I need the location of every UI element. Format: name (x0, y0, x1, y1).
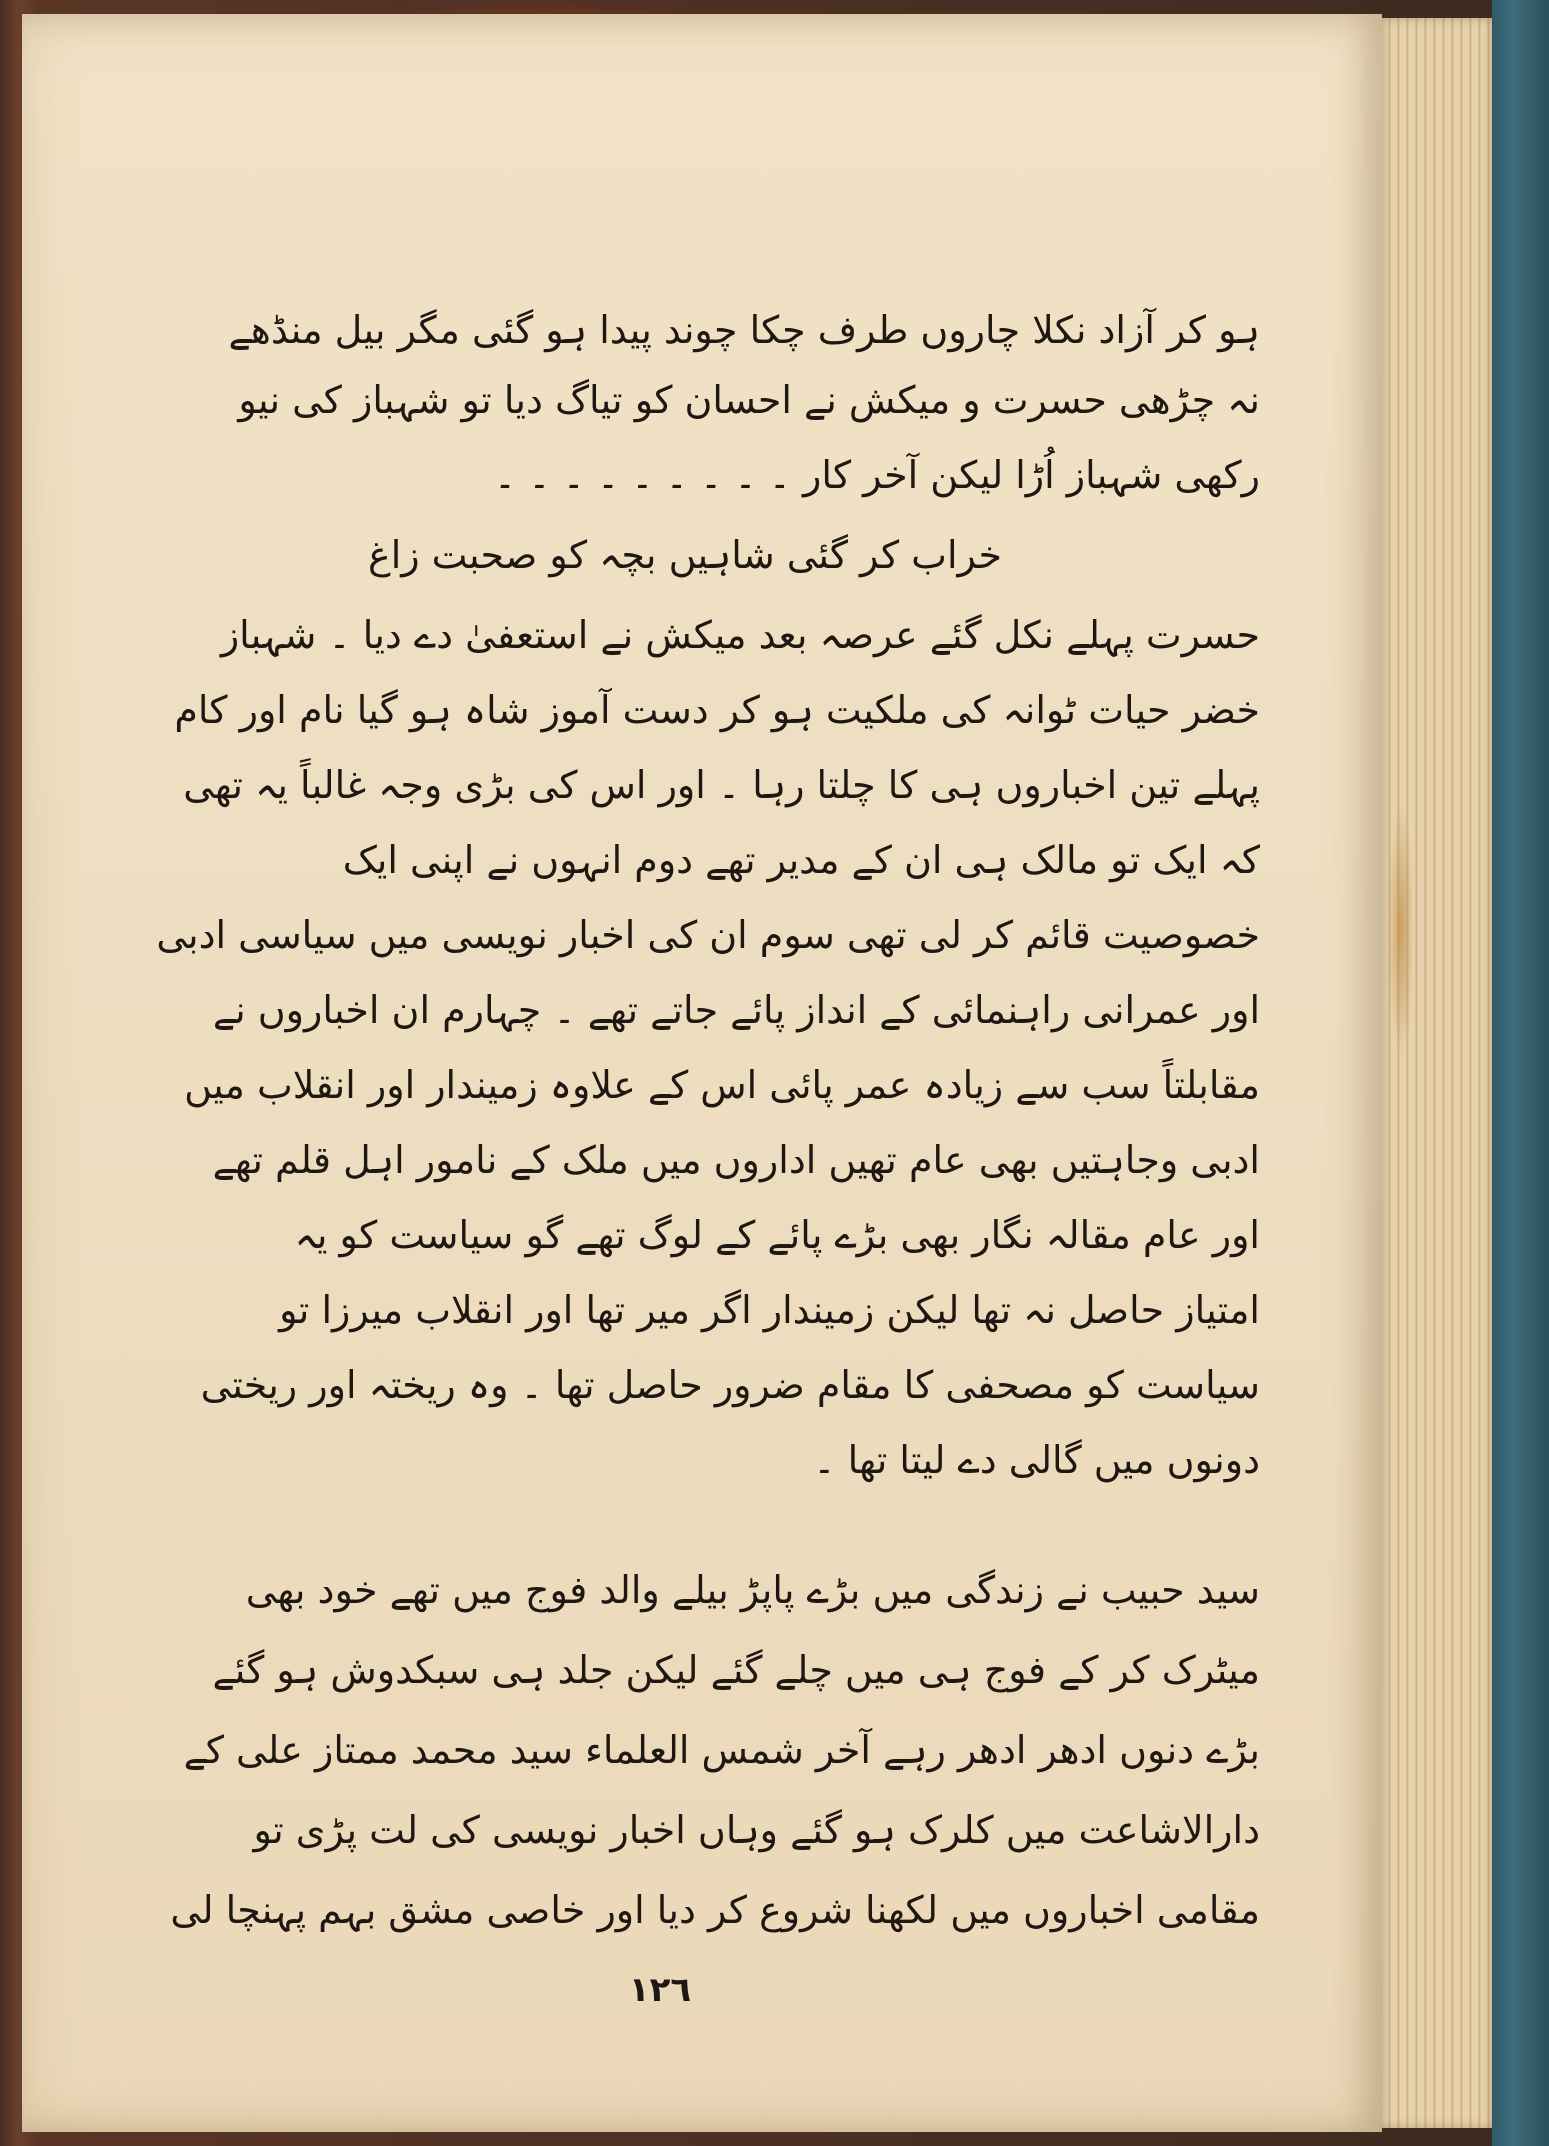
edge-stain (1388, 800, 1414, 1060)
text-line: خصوصیت قائم کر لی تھی سوم ان کی اخبار نویسی میں سیاسی ادبی (156, 913, 1260, 957)
text-line: اور عام مقالہ نگار بھی بڑے پائے کے لوگ تھے گو سیاست کو یہ (294, 1213, 1260, 1257)
text-line: اور عمرانی راہنمائی کے انداز پائے جاتے تھے ۔ چہارم ان اخباروں نے (212, 988, 1260, 1032)
text-line: امتیاز حاصل نہ تھا لیکن زمیندار اگر میر تھا اور انقلاب میرزا تو (279, 1288, 1260, 1332)
text-line: میٹرک کر کے فوج ہی میں چلے گئے لیکن جلد ہی سبکدوش ہو گئے (212, 1648, 1260, 1692)
text-line: دارالاشاعت میں کلرک ہو گئے وہاں اخبار نویسی کی لت پڑی تو (253, 1808, 1260, 1852)
text-line: سیاست کو مصحفی کا مقام ضرور حاصل تھا ۔ وہ ریختہ اور ریختی (200, 1363, 1260, 1407)
text-line: حسرت پہلے نکل گئے عرصہ بعد میکش نے استعفیٰ دے دیا ۔ شہباز (220, 613, 1260, 657)
text-line: نہ چڑھی حسرت و میکش نے احسان کو تیاگ دیا تو شہباز کی نیو (238, 378, 1260, 422)
page-text (110, 0, 1260, 2146)
text-line: سید حبیب نے زندگی میں بڑے پاپڑ بیلے والد فوج میں تھے خود بھی (245, 1568, 1260, 1612)
text-line: دونوں میں گالی دے لیتا تھا ۔ (813, 1438, 1260, 1482)
book-cover-edge (1492, 0, 1549, 2146)
text-line: خضر حیات ٹوانہ کی ملکیت ہو کر دست آموز شاہ ہو گیا نام اور کام (174, 688, 1260, 732)
text-line: بڑے دنوں ادھر ادھر رہے آخر شمس العلماء سید محمد ممتاز علی کے (183, 1728, 1260, 1772)
text-line: مقابلتاً سب سے زیادہ عمر پائی اس کے علاوہ زمیندار اور انقلاب میں (184, 1063, 1260, 1107)
page-edges (1382, 18, 1492, 2128)
text-line: رکھی شہباز اُڑا لیکن آخر کار ۔ ۔ ۔ ۔ ۔ ۔ ۔ ۔ ۔ (493, 453, 1260, 497)
text-line: مقامی اخباروں میں لکھنا شروع کر دیا اور خاصی مشق بہم پہنچا لی (170, 1888, 1260, 1932)
page-number: ١٢٦ (628, 1970, 692, 2010)
text-line: پہلے تین اخباروں ہی کا چلتا رہا ۔ اور اس کی بڑی وجہ غالباً یہ تھی (183, 763, 1260, 807)
text-line: کہ ایک تو مالک ہی ان کے مدیر تھے دوم انہوں نے اپنی ایک (342, 838, 1260, 882)
poem-line: خراب کر گئی شاہیں بچہ کو صحبت زاغ (368, 533, 1002, 577)
text-line: ادبی وجاہتیں بھی عام تھیں اداروں میں ملک کے نامور اہل قلم تھے (212, 1138, 1260, 1182)
text-line: ہو کر آزاد نکلا چاروں طرف چکا چوند پیدا ہو گئی مگر بیل منڈھے (228, 308, 1260, 352)
